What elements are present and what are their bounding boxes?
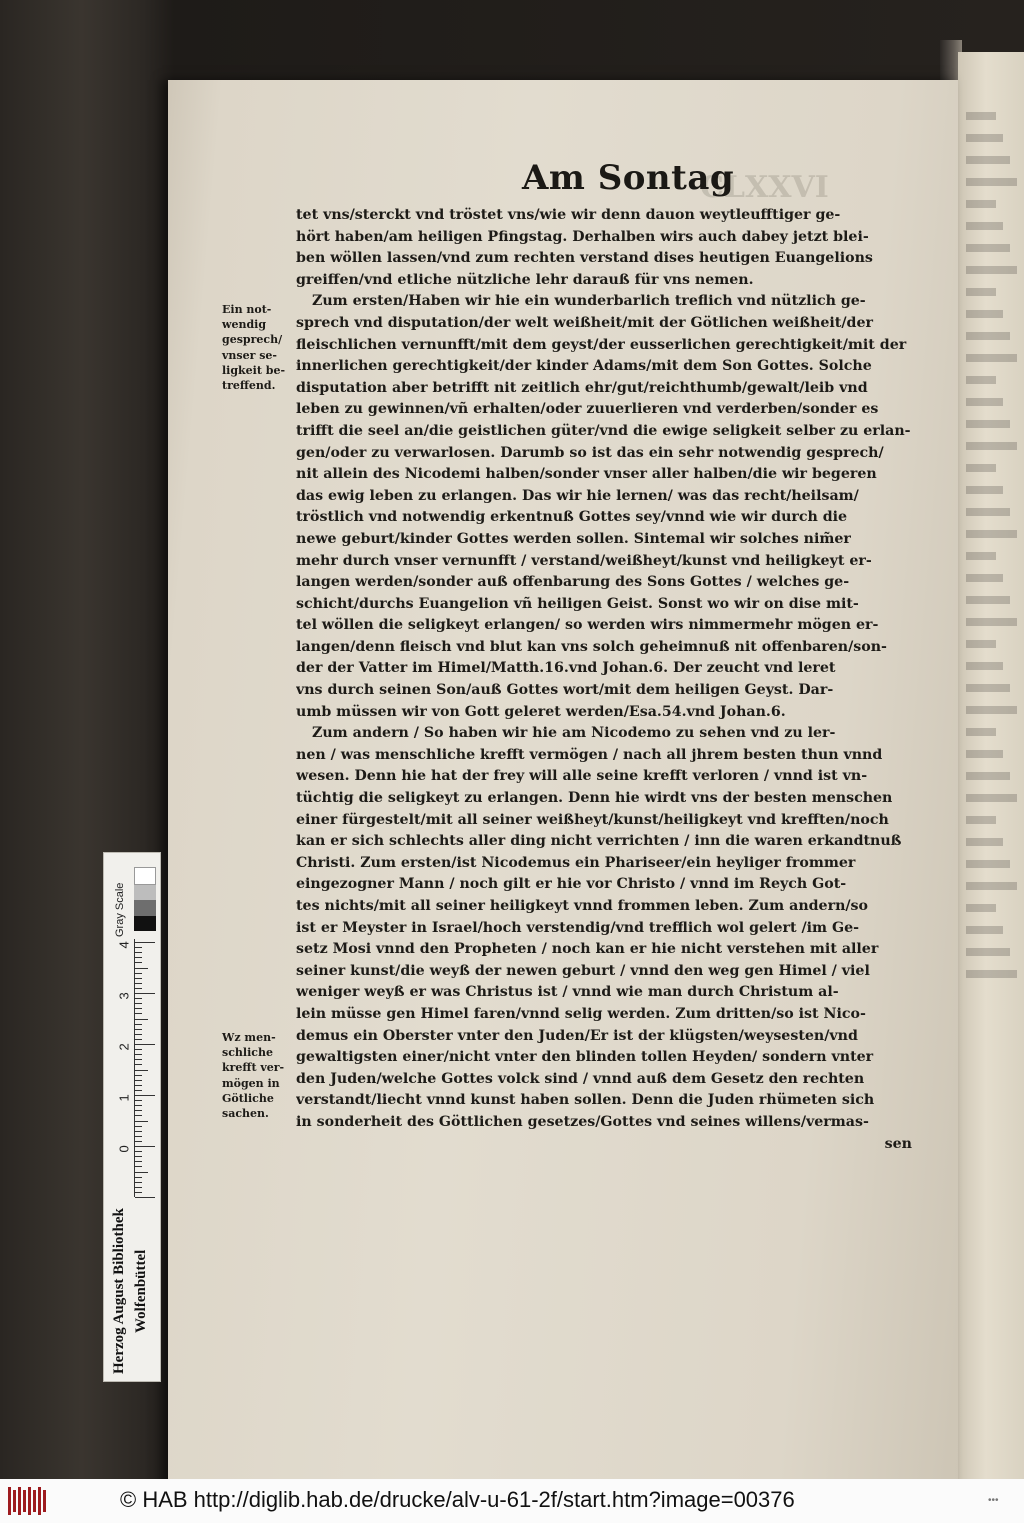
- gray-scale-bar: [134, 867, 156, 929]
- ruler-tick: [135, 1013, 142, 1014]
- ruler-tick: [135, 1044, 155, 1045]
- margin-note-line: treffend.: [222, 379, 276, 393]
- ruler-tick: [135, 1151, 142, 1152]
- text-line: gewaltigsten einer/nicht vnter den blinden tollen Heyden/ sondern vnter: [296, 1049, 874, 1066]
- text-line: der der Vatter im Himel/Matth.16.vnd Johan.6. Der zeucht vnd leret: [296, 660, 836, 677]
- text-line: tet vns/sterckt vnd tröstet vns/wie wir denn dauon weytleufftiger ge-: [296, 207, 841, 223]
- ruler-tick: [135, 1003, 142, 1004]
- ruler-tick: [135, 1064, 142, 1065]
- ruler-tick: [135, 1192, 142, 1193]
- text-line: ben wöllen lassen/vnd zum rechten verstand dises heutigen Euangelions: [296, 250, 873, 267]
- margin-note-line: Ein not-: [222, 303, 272, 316]
- ruler-tick: [135, 1095, 155, 1096]
- text-line: weniger weyß er was Christus ist / vnnd wie man durch Christum al-: [296, 984, 839, 1001]
- text-line: nen / was menschliche krefft vermögen / nach all jhrem besten thun vnnd: [296, 746, 883, 763]
- text-line: lein müsse gen Himel faren/vnnd selig werden. Zum dritten/so ist Nico-: [296, 1005, 866, 1022]
- cm-ruler: [116, 939, 157, 1197]
- ruler-tick: [135, 1177, 142, 1178]
- library-name: [108, 1205, 156, 1377]
- text-line: nit allein des Nicodemi halben/sonder vnser aller halben/die wir begeren: [296, 466, 877, 483]
- ruler-tick: [135, 1090, 142, 1091]
- text-line: in sonderheit des Göttlichen gesetzes/Gottes vnd seines willens/vermas-: [296, 1113, 869, 1130]
- gray-patch: [134, 900, 156, 916]
- ruler-tick: [135, 1100, 142, 1101]
- text-line: tel wöllen die seligkeyt erlangen/ so werden wirs nimmermehr mögen er-: [296, 617, 879, 634]
- text-line: den Juden/welche Gottes volck sind / vnnd auß dem Gesetz den rechten: [296, 1070, 865, 1087]
- ruler-tick: [135, 1080, 142, 1081]
- text-line: schicht/durchs Euangelion vñ heiligen Geist. Sonst wo wir on dise mit-: [296, 595, 859, 612]
- text-line: kan er sich schlechts aller ding nicht verrichten / inn die waren erkandtnuß: [296, 833, 902, 850]
- ruler-tick: [135, 1131, 142, 1132]
- ruler-tick: [135, 1059, 142, 1060]
- gray-patch: [134, 867, 156, 885]
- adjacent-page: [958, 52, 1024, 1479]
- margin-note-line: wendig: [222, 318, 267, 332]
- text-line: tröstlich vnd notwendig erkentnuß Gottes sey/vnnd wie wir durch die: [296, 509, 848, 526]
- margin-note-line: krefft ver-: [222, 1061, 285, 1075]
- text-line: wesen. Denn hie hat der frey will alle seine krefft verloren / vnnd ist vn-: [296, 768, 868, 785]
- text-line: sen: [884, 1135, 912, 1152]
- ruler-tick: [135, 942, 155, 943]
- ruler-tick: [135, 1146, 155, 1147]
- text-line: demus ein Oberster vnter den Juden/Er ist der klügsten/weysesten/vnd: [296, 1027, 858, 1044]
- ruler-tick: [135, 1008, 142, 1009]
- text-line: leben zu gewinnen/vñ erhalten/oder zuuerlieren vnd verderben/sonder es: [296, 401, 879, 418]
- ruler-tick: [135, 1085, 142, 1086]
- text-line: hört haben/am heiligen Pfingstag. Derhalben wirs auch dabey jetzt blei-: [296, 228, 869, 245]
- ruler-tick: [135, 1029, 142, 1030]
- ruler-tick: [135, 1049, 142, 1050]
- ruler-number: 1: [116, 1094, 132, 1102]
- text-line: fleischlichen vernunfft/mit dem geyst/der eusserlichen gerechtigkeit/mit der: [296, 336, 907, 353]
- text-line: greiffen/vnd etliche nützliche lehr darauß für vns nemen.: [296, 271, 754, 288]
- ruler-tick: [135, 1141, 142, 1142]
- ruler-tick: [135, 998, 142, 999]
- text-line: setz Mosi vnnd den Propheten / noch kan er hie nicht verstehen mit aller: [296, 941, 879, 958]
- ruler-tick: [135, 1182, 142, 1183]
- text-line: ist er Meyster in Israel/hoch verstendig/vnd trefflich wol gelert /im Ge-: [296, 919, 859, 936]
- ruler-tick: [135, 978, 142, 979]
- ruler-tick: [135, 1105, 142, 1106]
- margin-note-line: ligkeit be-: [222, 363, 286, 377]
- text-line: Christi. Zum ersten/ist Nicodemus ein Phariseer/ein heyliger frommer: [296, 854, 856, 871]
- margin-note-2: [222, 1030, 298, 1121]
- ruler-tick: [135, 1136, 142, 1137]
- ruler-tick: [135, 1156, 142, 1157]
- running-head: Am Sontag: [522, 158, 735, 198]
- margin-note-line: mögen in: [222, 1076, 280, 1090]
- color-scale-card: [103, 852, 161, 1382]
- text-line: sprech vnd disputation/der welt weißheit/mit der Götlichen weißheit/der: [296, 314, 873, 331]
- margin-note-line: Götliche: [222, 1091, 274, 1105]
- ruler-tick: [135, 1161, 142, 1162]
- ruler-tick: [135, 1039, 142, 1040]
- gray-scale-label: Gray Scale: [114, 882, 126, 937]
- text-line: eingezogner Mann / noch gilt er hie vor Christo / vnnd im Reych Got-: [296, 876, 847, 893]
- ruler-tick: [135, 1019, 148, 1020]
- margin-note-line: sachen.: [222, 1107, 269, 1121]
- text-line: tüchtig die seligkeyt zu erlangen. Denn hie wirdt vns der besten menschen: [296, 790, 893, 807]
- text-line: vns durch seinen Son/auß Gottes wort/mit dem heiligen Geyst. Dar-: [296, 682, 834, 699]
- margin-note-line: vnser se-: [222, 348, 277, 362]
- body-text: [296, 205, 912, 1155]
- text-line: trifft die seel an/die geistlichen güter/vnd die ewige seligkeit selber zu erlan-: [296, 422, 911, 439]
- margin-note-line: schliche: [222, 1046, 273, 1060]
- ruler-tick: [135, 962, 142, 963]
- text-line: einer fürgestelt/mit all seiner weißheyt/kunst/heiligkeyt vnd krefften/noch: [296, 811, 889, 828]
- text-line: seiner kunst/die weyß der newen geburt / vnnd den weg gen Himel / viel: [296, 962, 870, 979]
- ruler-tick: [135, 1166, 142, 1167]
- margin-note-1: [222, 302, 298, 393]
- text-line: langen werden/sonder auß offenbarung des Sons Gottes / welches ge-: [296, 574, 850, 591]
- footer-bar: [0, 1479, 1024, 1523]
- ruler-number: 4: [116, 941, 132, 949]
- ruler-tick: [135, 973, 142, 974]
- ruler-tick: [135, 1075, 142, 1076]
- ruler-number: 0: [116, 1145, 132, 1153]
- ruler-tick: [135, 993, 155, 994]
- text-line: Zum ersten/Haben wir hie ein wunderbarlich treflich vnd nützlich ge-: [312, 293, 866, 310]
- text-line: disputation aber betrifft nit zeitlich ehr/gut/reichthumb/gewalt/leib vnd: [296, 379, 868, 396]
- hab-logo-icon[interactable]: [8, 1487, 52, 1515]
- ruler-tick: [135, 1110, 142, 1111]
- margin-note-line: Wz men-: [222, 1031, 276, 1044]
- library-line-2: Wolfenbüttel: [133, 1249, 149, 1333]
- text-line: Zum andern / So haben wir hie am Nicodemo zu sehen vnd zu ler-: [312, 725, 836, 742]
- ruler-tick: [135, 968, 148, 969]
- ruler-tick: [135, 1054, 142, 1055]
- gray-patch: [134, 916, 156, 932]
- ruler-tick: [135, 957, 142, 958]
- show-through-folio: CLXXVI: [700, 170, 829, 205]
- ruler-tick: [135, 1197, 155, 1198]
- ruler-number: 3: [116, 992, 132, 1000]
- text-line: newe geburt/kinder Gottes werden sollen. Sintemal wir solches nim̃er: [296, 530, 851, 547]
- ruler-tick: [135, 1115, 142, 1116]
- text-line: langen/denn fleisch vnd blut kan vns solch geheimnuß nit offenbaren/son-: [296, 638, 887, 655]
- ruler-number: 2: [116, 1043, 132, 1051]
- text-line: umb müssen wir von Gott geleret werden/Esa.54.vnd Johan.6.: [296, 703, 786, 720]
- gray-patch: [134, 885, 156, 901]
- copyright-link[interactable]: © HAB http://diglib.hab.de/drucke/alv-u-61-2f/start.htm?image=00376: [120, 1487, 795, 1512]
- ruler-tick: [135, 952, 142, 953]
- text-line: mehr durch vnser vernunfft / verstand/weißheyt/kunst vnd heiligkeyt er-: [296, 552, 872, 569]
- ruler-tick: [135, 947, 142, 948]
- ruler-tick: [135, 1172, 148, 1173]
- ruler-tick: [135, 988, 142, 989]
- text-line: gen/oder zu verwarlosen. Darumb so ist das ein sehr notwendig gesprech/: [296, 444, 884, 461]
- ruler-tick: [135, 983, 142, 984]
- library-line-1: Herzog August Bibliothek: [111, 1208, 127, 1374]
- ruler-tick: [135, 1187, 142, 1188]
- text-line: das ewig leben zu erlangen. Das wir hie lernen/ was das recht/heilsam/: [296, 487, 859, 504]
- ruler-tick: [135, 1121, 148, 1122]
- text-line: tes nichts/mit all seiner heiligkeyt vnnd frommen leben. Zum andern/so: [296, 898, 869, 914]
- text-line: innerlichen gerechtigkeit/der kinder Adams/mit dem Son Gottes. Solche: [296, 358, 872, 375]
- ruler-tick: [135, 1126, 142, 1127]
- ruler-tick: [135, 1024, 142, 1025]
- margin-note-line: gesprech/: [222, 333, 283, 347]
- text-line: verstandt/liecht vnnd kunst haben sollen. Denn die Juden rhümeten sich: [296, 1092, 875, 1109]
- more-icon[interactable]: •••: [988, 1495, 999, 1506]
- ruler-tick: [135, 1070, 148, 1071]
- ruler-tick: [135, 1034, 142, 1035]
